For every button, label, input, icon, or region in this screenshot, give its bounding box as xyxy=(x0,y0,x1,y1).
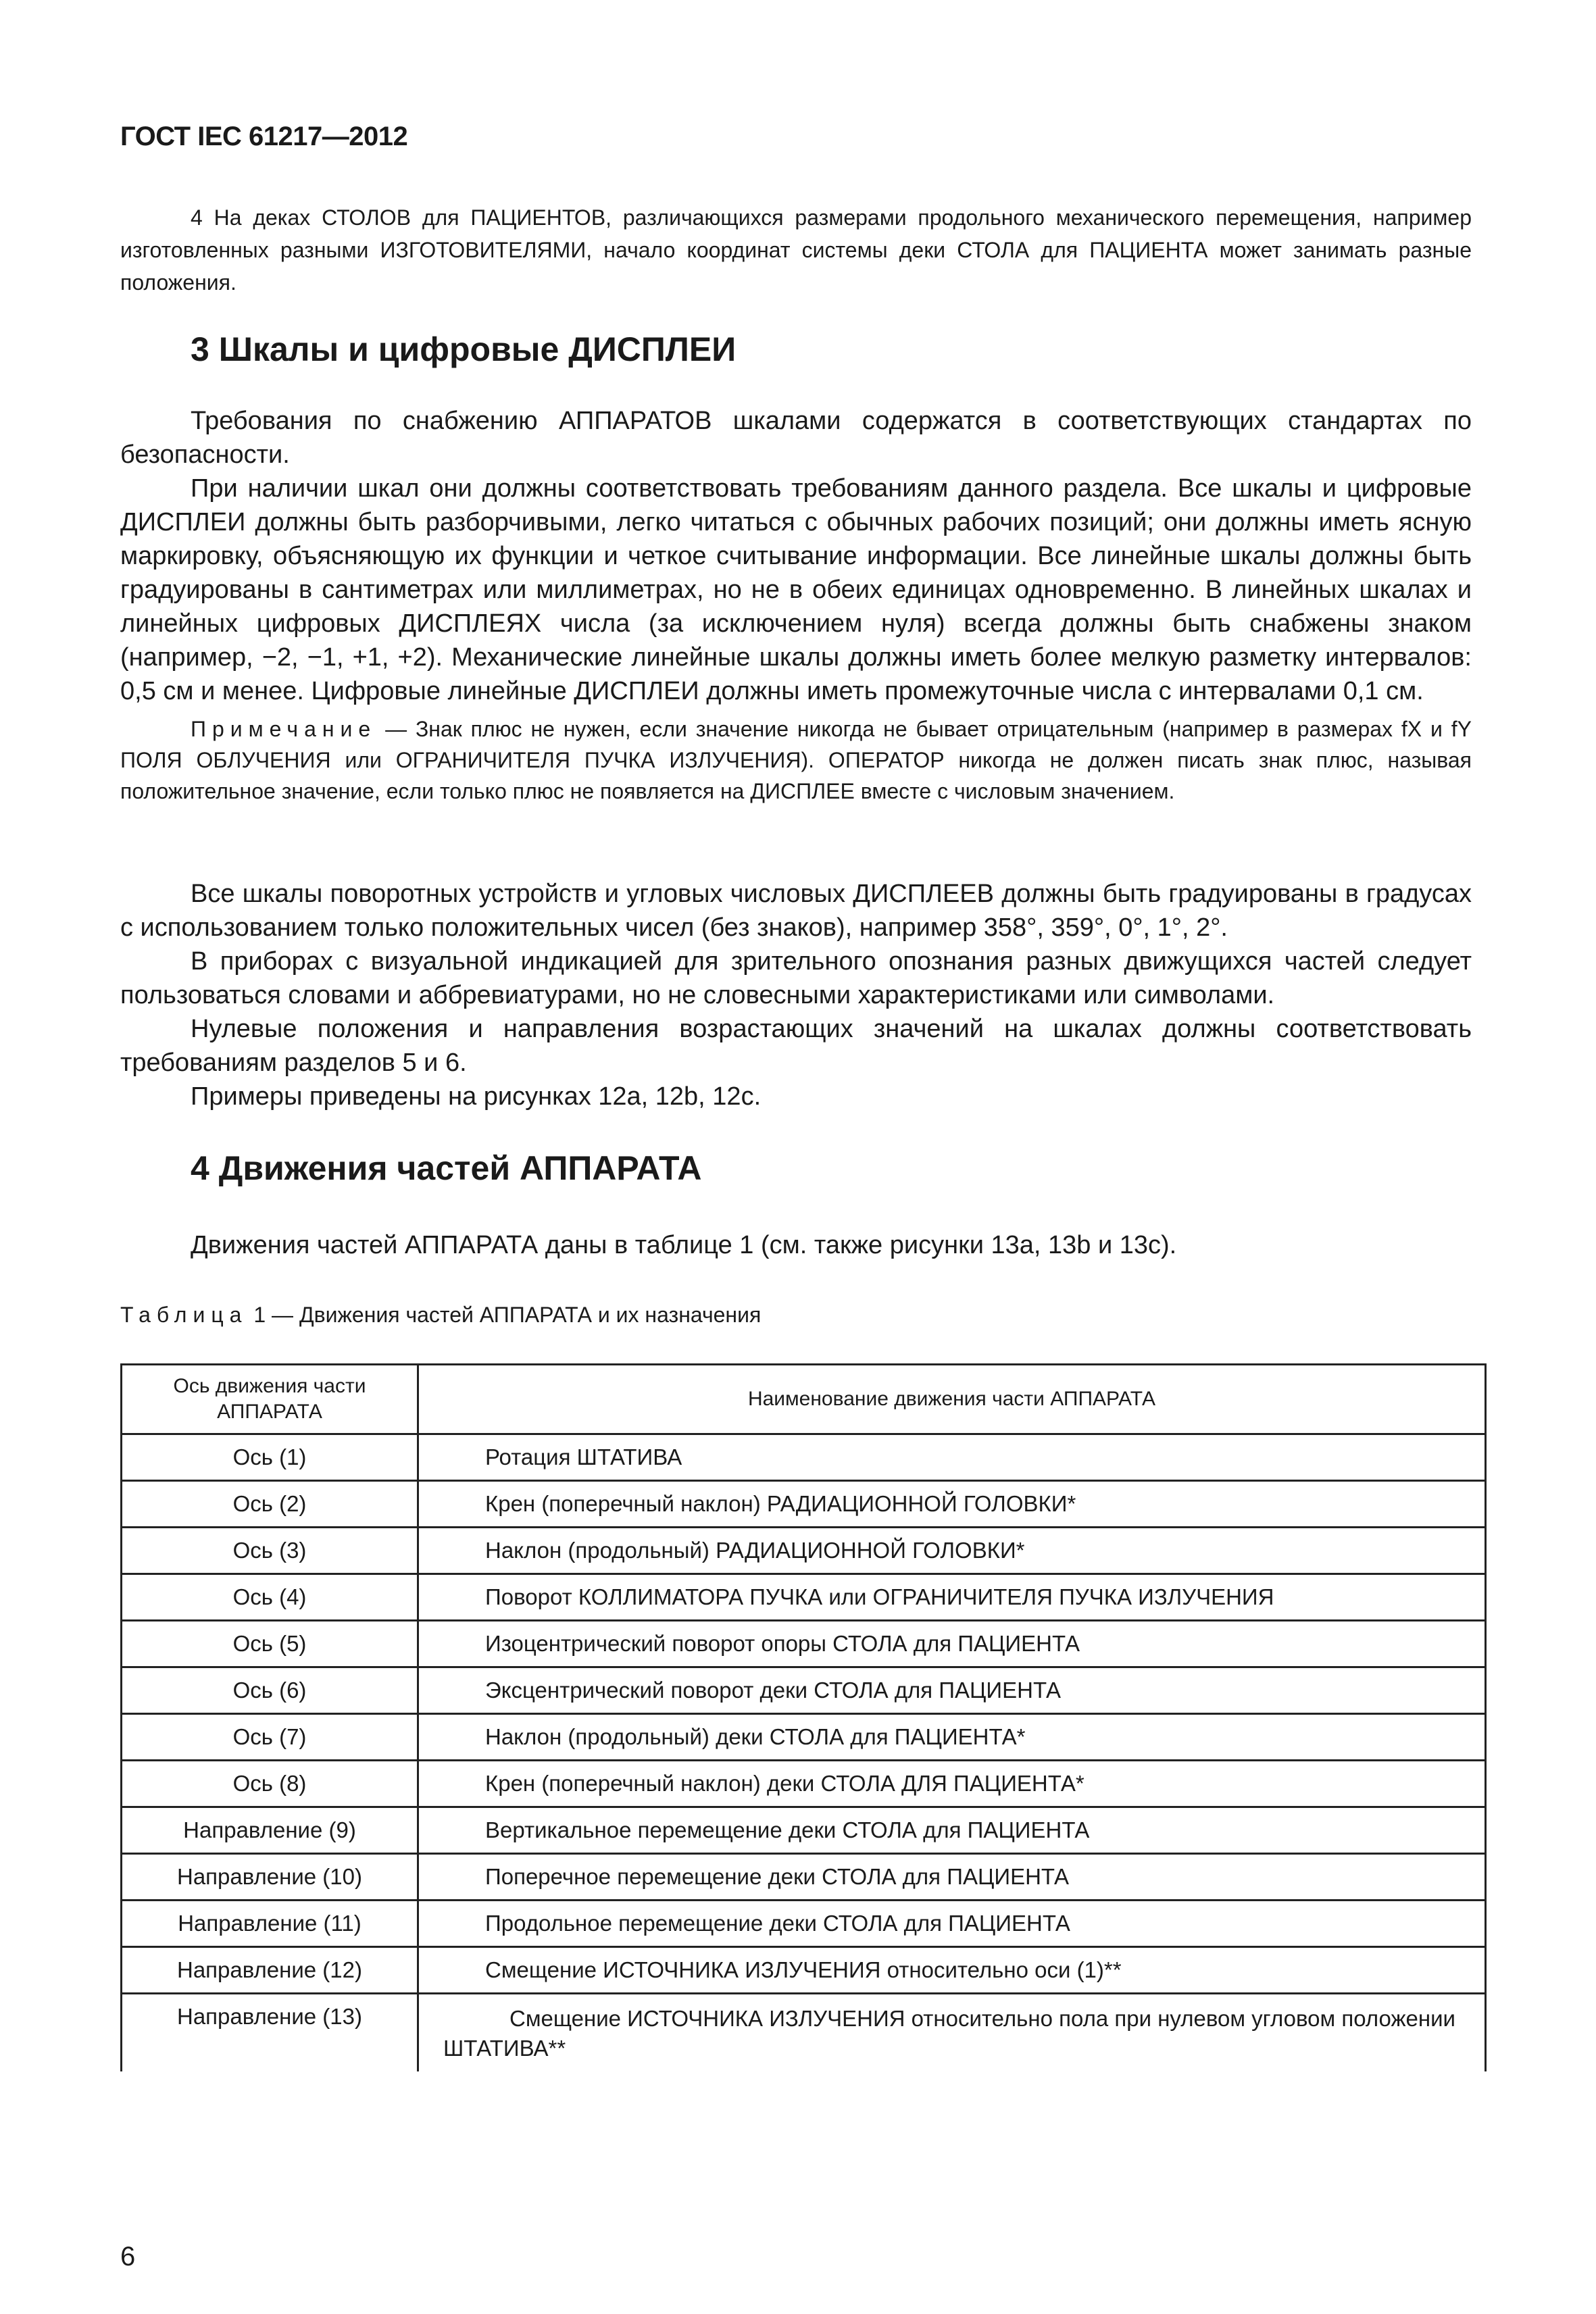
axis-cell: Ось (7) xyxy=(122,1714,418,1761)
paragraph: Требования по снабжению АППАРАТОВ шкалами содержатся в соответствующих стандартах по безопасности. xyxy=(120,407,1472,469)
section-3-heading: 3 Шкалы и цифровые ДИСПЛЕИ xyxy=(191,330,737,368)
column-header-name: Наименование движения части АППАРАТА xyxy=(418,1365,1486,1434)
motion-name-cell: Ротация ШТАТИВА xyxy=(418,1434,1486,1481)
table-row xyxy=(122,1528,1486,1574)
note-paragraph xyxy=(120,713,1472,807)
axis-cell: Ось (3) xyxy=(122,1528,418,1574)
motion-name-cell: Изоцентрический поворот опоры СТОЛА для ПАЦИЕНТА xyxy=(418,1621,1486,1667)
motion-name-cell: Крен (поперечный наклон) деки СТОЛА ДЛЯ ПАЦИЕНТА* xyxy=(418,1761,1486,1807)
table-row xyxy=(122,1947,1486,1994)
motion-name-cell: Крен (поперечный наклон) РАДИАЦИОННОЙ ГОЛОВКИ* xyxy=(418,1481,1486,1528)
table-row xyxy=(122,1667,1486,1714)
table-row xyxy=(122,1761,1486,1807)
axis-cell: Ось (2) xyxy=(122,1481,418,1528)
axis-cell: Ось (1) xyxy=(122,1434,418,1481)
table-body xyxy=(122,1434,1486,2072)
axis-cell: Направление (12) xyxy=(122,1947,418,1994)
column-header-axis: Ось движения части АППАРАТА xyxy=(122,1365,418,1434)
table-row xyxy=(122,1434,1486,1481)
note-text: — Знак плюс не нужен, если значение никогда не бывает отрицательным (например в размерах fX и fY ПОЛЯ ОБЛУЧЕНИЯ или ОГРАНИЧИТЕЛЯ ПУЧКА ИЗЛУЧЕНИЯ). ОПЕРАТОР никогда не должен писать знак плюс, называя положительное значение, если только плюс не появляется на ДИСПЛЕЕ вместе с числовым значением. xyxy=(120,717,1472,803)
table-row xyxy=(122,1481,1486,1528)
table-caption-text: 1 — Движения частей АППАРАТА и их назначения xyxy=(253,1303,762,1327)
motions-table xyxy=(120,1363,1487,2071)
motion-name-cell: Поворот КОЛЛИМАТОРА ПУЧКА или ОГРАНИЧИТЕЛЯ ПУЧКА ИЗЛУЧЕНИЯ xyxy=(418,1574,1486,1621)
motion-name-cell: Смещение ИСТОЧНИКА ИЗЛУЧЕНИЯ относительно оси (1)** xyxy=(418,1947,1486,1994)
axis-cell: Направление (13) xyxy=(122,1994,418,2072)
paragraph: При наличии шкал они должны соответствовать требованиям данного раздела. Все шкалы и цифровые ДИСПЛЕИ должны быть разборчивыми, легко читаться с обычных рабочих позиций; они должны иметь ясную маркировку, объясняющую их функции и четкое считывание информации. Все линейные шкалы должны быть градуированы в сантиметрах или миллиметрах, но не в обеих единицах одновременно. В линейных шкалах и линейных цифровых ДИСПЛЕЯХ числа (за исключением нуля) всегда должны быть снабжены знаком (например, −2, −1, +1, +2). Механические линейные шкалы должны иметь более мелкую разметку интервалов: 0,5 см и менее. Цифровые линейные ДИСПЛЕИ должны иметь промежуточные числа с интервалами 0,1 см. xyxy=(120,474,1472,705)
section-4-body xyxy=(120,1228,1472,1262)
paragraph: В приборах с визуальной индикацией для зрительного опознания разных движущихся частей следует пользоваться словами и аббревиатурами, но не словесными характеристиками или символами. xyxy=(120,947,1472,1009)
table-row xyxy=(122,1807,1486,1854)
table-row xyxy=(122,1901,1486,1947)
axis-cell: Направление (10) xyxy=(122,1854,418,1901)
document-header: ГОСТ IEC 61217—2012 xyxy=(120,122,408,151)
motion-name-cell: Наклон (продольный) деки СТОЛА для ПАЦИЕНТА* xyxy=(418,1714,1486,1761)
motion-name-cell: Эксцентрический поворот деки СТОЛА для ПАЦИЕНТА xyxy=(418,1667,1486,1714)
axis-cell: Направление (11) xyxy=(122,1901,418,1947)
axis-cell: Направление (9) xyxy=(122,1807,418,1854)
table-caption xyxy=(120,1303,761,1328)
motion-name-cell: Продольное перемещение деки СТОЛА для ПАЦИЕНТА xyxy=(418,1901,1486,1947)
intro-note: 4 На деках СТОЛОВ для ПАЦИЕНТОВ, различающихся размерами продольного механического перемещения, например изготовленных разными ИЗГОТОВИТЕЛЯМИ, начало координат системы деки СТОЛА для ПАЦИЕНТА может занимать разные положения. xyxy=(120,205,1472,295)
section-3-body xyxy=(120,404,1472,813)
table-caption-label: Таблица xyxy=(120,1303,248,1327)
table-row xyxy=(122,1621,1486,1667)
motion-name-cell: Вертикальное перемещение деки СТОЛА для ПАЦИЕНТА xyxy=(418,1807,1486,1854)
motion-name-cell: Смещение ИСТОЧНИКА ИЗЛУЧЕНИЯ относительно пола при нулевом угловом положении ШТАТИВА** xyxy=(418,1994,1486,2072)
paragraph: Движения частей АППАРАТА даны в таблице 1 (см. также рисунки 13а, 13b и 13с). xyxy=(191,1231,1177,1259)
axis-cell: Ось (8) xyxy=(122,1761,418,1807)
paragraph: Все шкалы поворотных устройств и угловых числовых ДИСПЛЕЕВ должны быть градуированы в градусах с использованием только положительных чисел (без знаков), например 358°, 359°, 0°, 1°, 2°. xyxy=(120,880,1472,942)
note-label: Примечание xyxy=(191,717,377,741)
table-row xyxy=(122,1994,1486,2072)
section-3-body-cont xyxy=(120,877,1472,1113)
table-row xyxy=(122,1714,1486,1761)
paragraph: Нулевые положения и направления возрастающих значений на шкалах должны соответствовать требованиям разделов 5 и 6. xyxy=(120,1015,1472,1077)
page-number: 6 xyxy=(120,2242,136,2271)
axis-cell: Ось (5) xyxy=(122,1621,418,1667)
motion-name-cell: Наклон (продольный) РАДИАЦИОННОЙ ГОЛОВКИ* xyxy=(418,1528,1486,1574)
table-header-row xyxy=(122,1365,1486,1434)
axis-cell: Ось (4) xyxy=(122,1574,418,1621)
table-row xyxy=(122,1854,1486,1901)
table-row xyxy=(122,1574,1486,1621)
paragraph: Примеры приведены на рисунках 12a, 12b, 12c. xyxy=(191,1082,762,1111)
axis-cell: Ось (6) xyxy=(122,1667,418,1714)
motion-name-cell: Поперечное перемещение деки СТОЛА для ПАЦИЕНТА xyxy=(418,1854,1486,1901)
section-4-heading: 4 Движения частей АППАРАТА xyxy=(191,1149,702,1187)
